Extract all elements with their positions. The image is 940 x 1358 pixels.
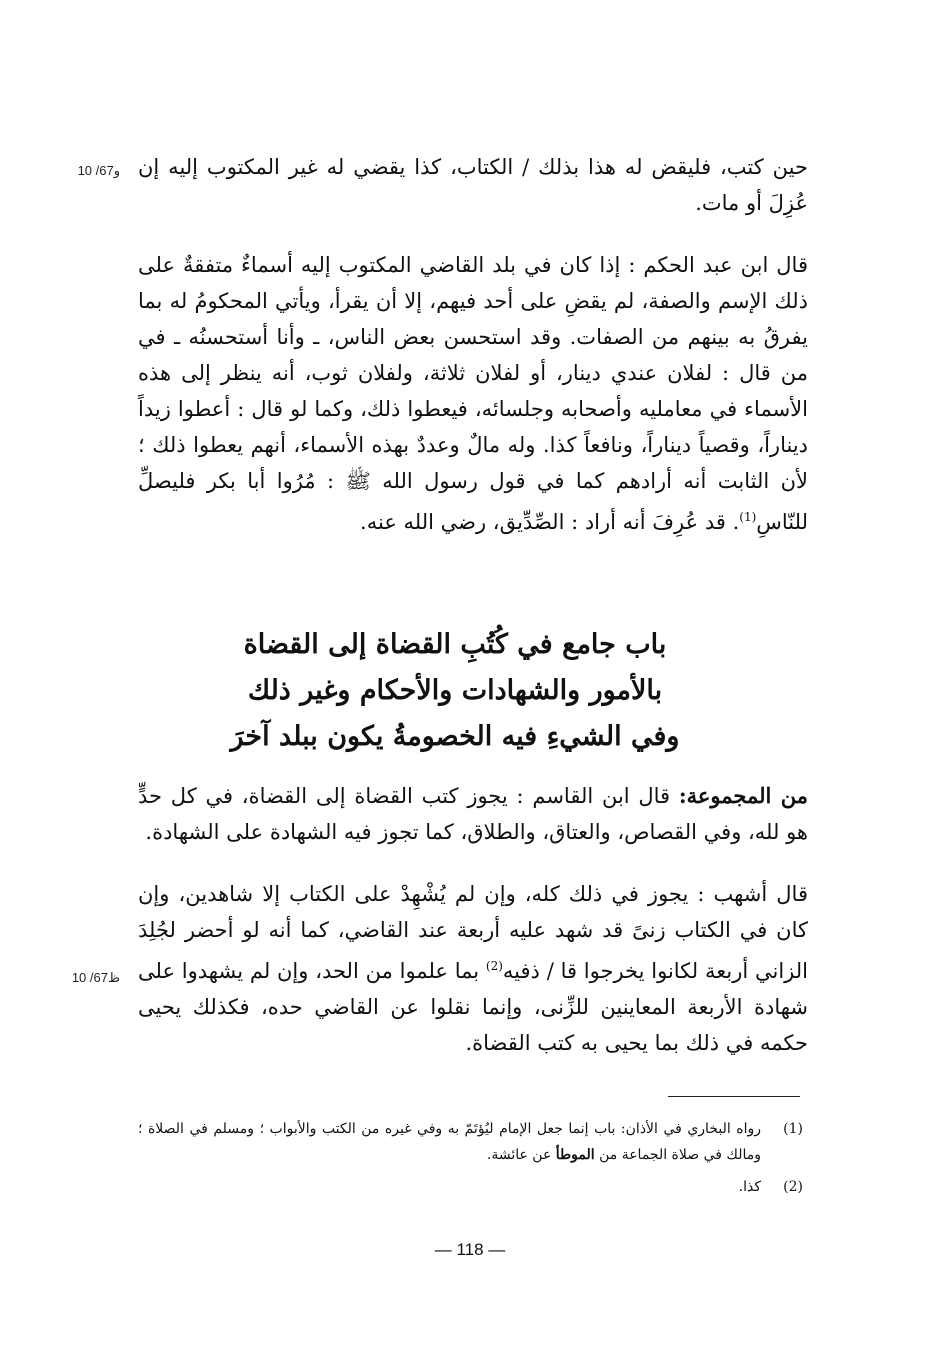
margin-note-folio-verso: 10 /67ظ xyxy=(71,970,120,985)
heading-line-2: بالأمور والشهادات والأحكام وغير ذلك xyxy=(247,675,663,706)
margin-note-folio-recto: 10 /67و xyxy=(77,163,120,178)
paragraph-2-main: قال ابن عبد الحكم : إذا كان في بلد القاضي المكتوب إليه أسماءٌ متفقةٌ على ذلك الإسم والصفة، لم يقضِ على أحد فيهم، إلا أن يقرأ، ويأتي المحكومُ له بما يفرقُ به بينهم من الصفات. وقد استحسن بعض الناس، ـ وأنا أستحسنُه ـ في من قال : لفلان عندي دينار، أو لفلان ثلاثة، ولفلان ثوب، أنه ينظر إلى هذه الأسماء في معامليه وأصحابه وجلسائه، فيعطوا ذلك، وكما لو قال : أعطوا زيداً ديناراً، وقصياً ديناراً، ونافعاً كذا. وله مالٌ وعددٌ بهذه الأسماء، أنهم يعطوا ذلك ؛ لأن الثابت أنه أرادهم كما في قول رسول الله ﷺ : مُرُوا أبا بكر فليصلِّ للنّاسِ xyxy=(138,253,808,534)
paragraph-2-tail: . قد عُرِفَ أنه أراد : الصِّدِّيق، رضي الله عنه. xyxy=(360,510,740,534)
section-heading xyxy=(150,622,760,760)
paragraph-1-text: حين كتب، فليقض له هذا بذلك / الكتاب، كذا يقضي له غير المكتوب إليه إن عُزِلَ أو مات. xyxy=(138,155,808,215)
footnote-number: (1) xyxy=(783,1121,803,1137)
footnote-text xyxy=(138,1116,761,1168)
footnote-text-a: رواه البخاري في الأذان: باب إنما جعل الإمام ليُؤتَمّ به وفي غيره من الكتب والأبواب ؛ ومسلم في الصلاة ؛ ومالك في صلاة الجماعة من xyxy=(138,1121,761,1163)
paragraph-3-text xyxy=(138,778,808,850)
paragraph-4-main: قال أشهب : يجوز في ذلك كله، وإن لم يُشْهِدْ على الكتاب إلا شاهدين، وإن كان في الكتاب زنىً قد شهد عليه أربعة عند القاضي، كما أنه لو أحضر لجُلِدَ الزاني أربعة لكانوا يخرجوا قا / ذفيه xyxy=(138,882,808,983)
heading-line-1: باب جامع في كُتُبِ القضاة إلى القضاة xyxy=(243,629,667,660)
page-number: — 118 — xyxy=(434,1240,506,1259)
paragraph-3 xyxy=(138,778,808,850)
paragraph-2-text xyxy=(138,247,808,540)
footnote-2 xyxy=(138,1174,803,1200)
footnote-text xyxy=(138,1174,761,1200)
heading-line-3: وفي الشيءِ فيه الخصومةُ يكون ببلد آخرَ xyxy=(230,721,680,752)
footnote-text-b: عن عائشة. xyxy=(486,1147,556,1163)
paragraph-4 xyxy=(138,876,808,1061)
footnote-text-bold: الموطأ xyxy=(555,1147,595,1163)
footnote-text-a: كذا. xyxy=(738,1179,761,1195)
paragraph-2 xyxy=(138,247,808,540)
footnote-number: (2) xyxy=(783,1179,803,1195)
paragraph-3-body: قال ابن القاسم : يجوز كتب القضاة إلى القضاة، في كل حدٍّ هو لله، وفي القصاص، والعتاق، والطلاق، كما تجوز فيه الشهادة على الشهادة. xyxy=(138,784,808,844)
source-label: من المجموعة: xyxy=(678,783,809,808)
paragraph-4-text xyxy=(138,876,808,1061)
footnote-separator xyxy=(668,1096,800,1097)
footnote-ref-2: (2) xyxy=(485,959,503,973)
footnote-1 xyxy=(138,1116,803,1168)
paragraph-4-tail: بما علموا من الحد، وإن لم يشهدوا على شهادة الأربعة المعاينين للزِّنى، وإنما نقلوا عن القاضي حده، فكذلك يحيى حكمه في ذلك بما يحيى به كتب القضاة. xyxy=(138,959,808,1055)
footnotes xyxy=(138,1116,803,1200)
footnote-ref-1: (1) xyxy=(739,510,757,524)
paragraph-1 xyxy=(138,149,808,221)
